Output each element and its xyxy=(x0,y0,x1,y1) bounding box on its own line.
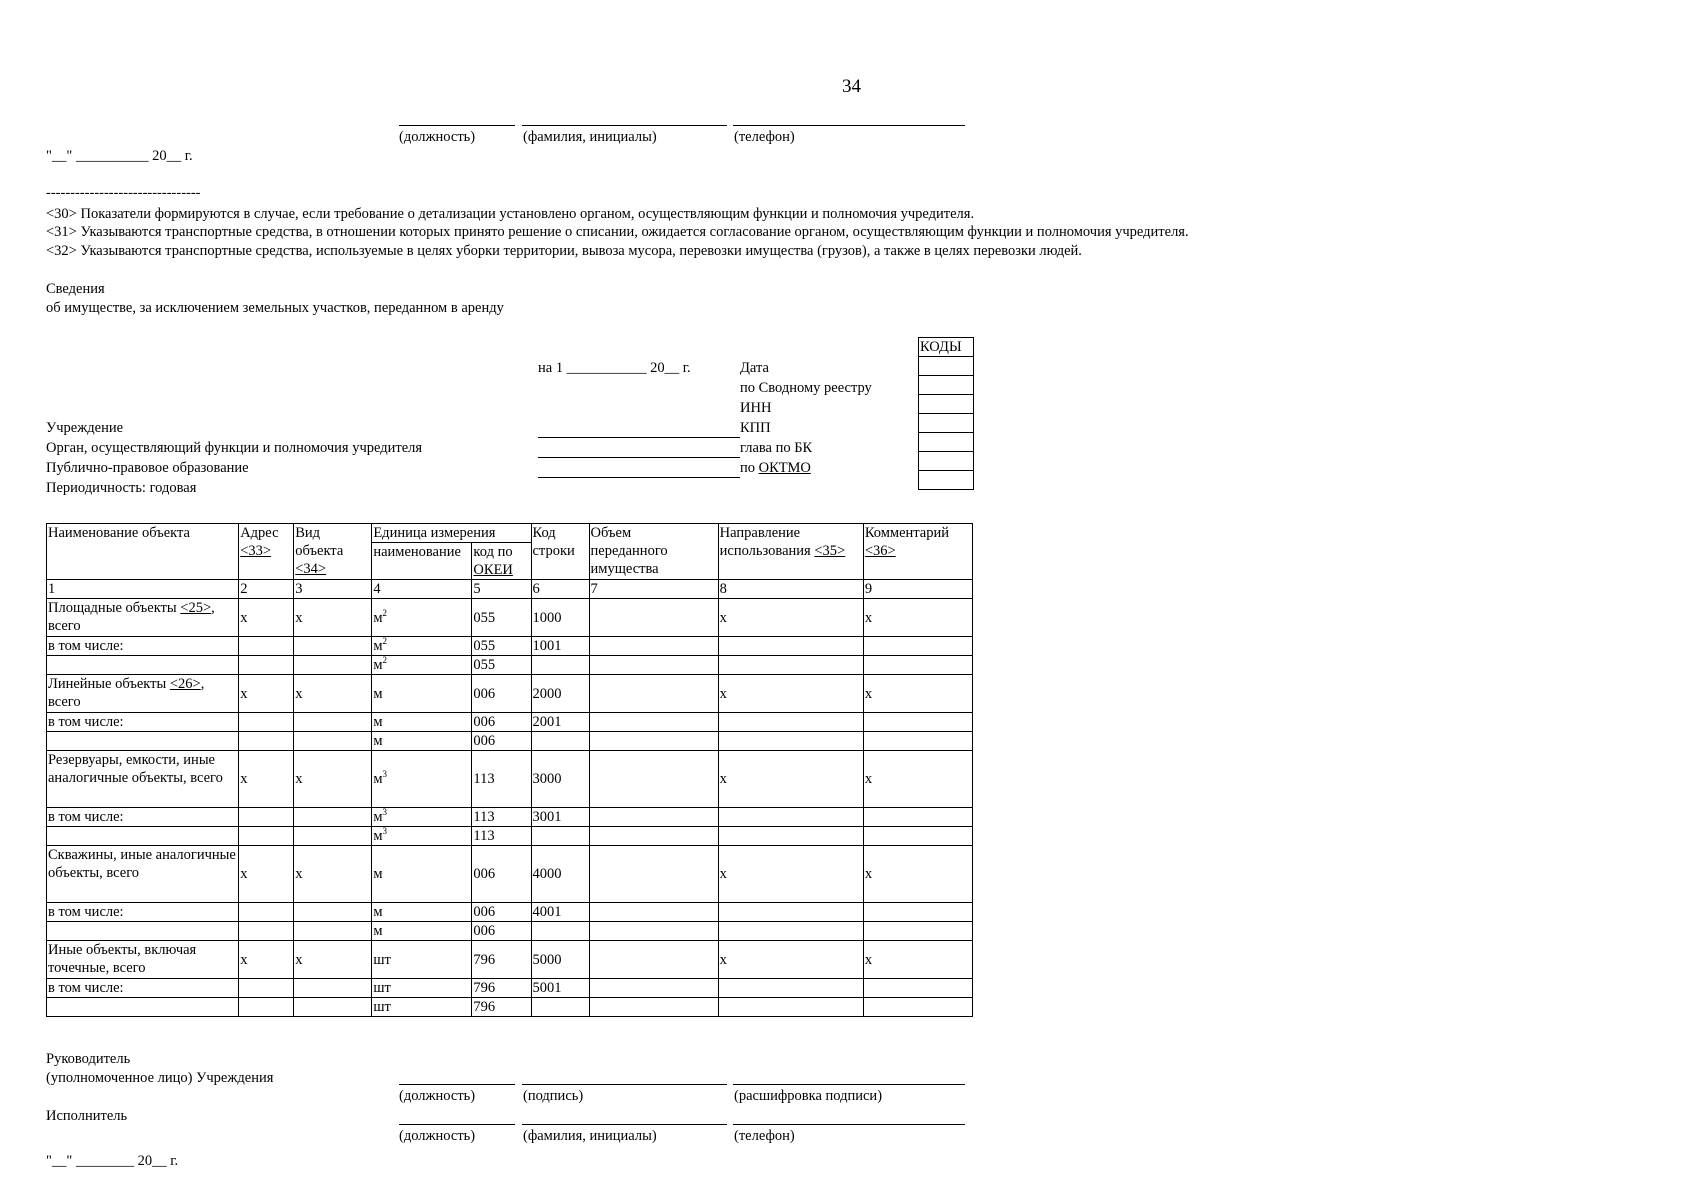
table-row-total xyxy=(47,675,973,713)
cell-address: x xyxy=(239,846,294,903)
cell-direction[interactable] xyxy=(718,903,863,922)
cell-unit-name: $м^3$ xyxy=(372,808,472,827)
cell-comment[interactable] xyxy=(863,827,972,846)
cell-object-type[interactable] xyxy=(294,808,372,827)
cell-comment[interactable] xyxy=(863,979,972,998)
codes-box xyxy=(918,337,974,490)
cell-comment[interactable] xyxy=(863,713,972,732)
cell-object-name: Скважины, иные аналогичные объекты, всего xyxy=(47,846,239,903)
cell-row-code: 1000 xyxy=(531,599,589,637)
cell-comment: x xyxy=(863,599,972,637)
page-number: 34 xyxy=(842,76,861,97)
footnote-ref-link[interactable]: <25> xyxy=(180,600,212,616)
cell-okei: 055 xyxy=(472,656,531,675)
cell-object-type[interactable] xyxy=(294,637,372,656)
executor-position-caption: (должность) xyxy=(399,1128,476,1144)
column-numbers-row xyxy=(47,580,973,599)
col-number: 2 xyxy=(239,580,294,599)
table-row-detail xyxy=(47,922,973,941)
cell-row-code: 3000 xyxy=(531,751,589,808)
cell-direction[interactable] xyxy=(718,656,863,675)
cell-direction: x xyxy=(718,675,863,713)
cell-volume[interactable] xyxy=(589,998,718,1017)
cell-row-code: 4001 xyxy=(531,903,589,922)
label-inn: ИНН xyxy=(740,400,772,416)
cell-object-type[interactable] xyxy=(294,979,372,998)
cell-direction: x xyxy=(718,846,863,903)
cell-direction[interactable] xyxy=(718,808,863,827)
cell-object-name: Иные объекты, включая точечные, всего xyxy=(47,941,239,979)
col-number: 6 xyxy=(531,580,589,599)
cell-row-code: 4000 xyxy=(531,846,589,903)
cell-unit-name: $м^2$ xyxy=(372,656,472,675)
cell-row-code[interactable] xyxy=(531,656,589,675)
ref-36-link[interactable]: <36> xyxy=(864,543,896,559)
cell-volume[interactable] xyxy=(589,675,718,713)
table-row-including xyxy=(47,808,973,827)
cell-object-type[interactable] xyxy=(294,827,372,846)
cell-address[interactable] xyxy=(239,732,294,751)
cell-unit-name: $м^2$ xyxy=(372,637,472,656)
cell-comment: x xyxy=(863,751,972,808)
cell-comment[interactable] xyxy=(863,732,972,751)
cell-unit-name: $м^3$ xyxy=(372,751,472,808)
label-institution: Учреждение xyxy=(46,420,124,436)
cell-unit-name: $м^3$ xyxy=(372,827,472,846)
head-sign-caption: (подпись) xyxy=(523,1088,584,1104)
table-row-including xyxy=(47,713,973,732)
cell-volume[interactable] xyxy=(589,903,718,922)
table-row-detail xyxy=(47,998,973,1017)
cell-comment[interactable] xyxy=(863,656,972,675)
cell-volume[interactable] xyxy=(589,751,718,808)
cell-okei: 796 xyxy=(472,979,531,998)
cell-object-name: Площадные объекты <25>, всего xyxy=(47,599,239,637)
cell-address: x xyxy=(239,599,294,637)
cell-object-type[interactable] xyxy=(294,713,372,732)
executor-name-caption: (фамилия, инициалы) xyxy=(523,1128,657,1144)
cell-object-type[interactable] xyxy=(294,656,372,675)
executor-name-line xyxy=(522,1124,727,1125)
cell-row-code: 5001 xyxy=(531,979,589,998)
cell-direction[interactable] xyxy=(718,732,863,751)
cell-object-name[interactable] xyxy=(47,827,239,846)
header-object-name: Наименование объекта xyxy=(47,524,239,580)
code-cell-oktmo[interactable] xyxy=(919,452,974,471)
top-name-caption: (фамилия, инициалы) xyxy=(523,129,657,145)
cell-address: x xyxy=(239,751,294,808)
header-unit: Единица измерения xyxy=(372,524,531,543)
cell-object-type[interactable] xyxy=(294,922,372,941)
cell-object-type: x xyxy=(294,751,372,808)
cell-object-name[interactable] xyxy=(47,998,239,1017)
cell-volume[interactable] xyxy=(589,732,718,751)
cell-object-type: x xyxy=(294,675,372,713)
cell-volume[interactable] xyxy=(589,922,718,941)
cell-volume[interactable] xyxy=(589,979,718,998)
cell-volume[interactable] xyxy=(589,827,718,846)
cell-direction[interactable] xyxy=(718,998,863,1017)
executor-phone-caption: (телефон) xyxy=(734,1128,795,1144)
cell-object-name[interactable] xyxy=(47,732,239,751)
cell-row-code[interactable] xyxy=(531,922,589,941)
cell-comment: x xyxy=(863,846,972,903)
cell-row-code: 1001 xyxy=(531,637,589,656)
cell-address[interactable] xyxy=(239,656,294,675)
cell-address[interactable] xyxy=(239,903,294,922)
property-table xyxy=(46,523,973,1017)
label-oktmo: по ОКТМО xyxy=(740,460,811,476)
header-direction: Направление использования <35> xyxy=(718,524,863,580)
cell-unit-name: м xyxy=(372,846,472,903)
cell-address[interactable] xyxy=(239,922,294,941)
ref-34-link[interactable]: <34> xyxy=(295,561,327,577)
cell-okei: 055 xyxy=(472,637,531,656)
cell-address[interactable] xyxy=(239,979,294,998)
name-signature-line xyxy=(522,125,727,126)
head-position-caption: (должность) xyxy=(399,1088,476,1104)
code-cell-inn[interactable] xyxy=(919,395,974,414)
cell-address[interactable] xyxy=(239,637,294,656)
table-row-total xyxy=(47,751,973,808)
cell-okei: 113 xyxy=(472,751,531,808)
ref-33-link[interactable]: <33> xyxy=(240,543,272,559)
cell-row-code: 2001 xyxy=(531,713,589,732)
cell-okei: 006 xyxy=(472,846,531,903)
cell-direction[interactable] xyxy=(718,922,863,941)
bk-fill-line xyxy=(538,457,740,458)
executor-phone-line xyxy=(733,1124,965,1125)
cell-okei: 796 xyxy=(472,941,531,979)
cell-object-name: в том числе: xyxy=(47,903,239,922)
head-label-sub: (уполномоченное лицо) Учреждения xyxy=(46,1070,274,1086)
cell-unit-name: м xyxy=(372,922,472,941)
cell-unit-name: м xyxy=(372,675,472,713)
oktmo-fill-line xyxy=(538,477,740,478)
kpp-fill-line xyxy=(538,437,740,438)
cell-object-type[interactable] xyxy=(294,903,372,922)
cell-object-type: x xyxy=(294,941,372,979)
code-cell-date[interactable] xyxy=(919,357,974,376)
cell-unit-name: шт xyxy=(372,998,472,1017)
code-cell-registry[interactable] xyxy=(919,376,974,395)
header-volume: Объем переданного имущества xyxy=(589,524,718,580)
cell-direction: x xyxy=(718,941,863,979)
top-position-caption: (должность) xyxy=(399,129,476,145)
cell-okei: 006 xyxy=(472,903,531,922)
head-position-line xyxy=(399,1084,515,1085)
cell-unit-name: шт xyxy=(372,979,472,998)
cell-volume[interactable] xyxy=(589,599,718,637)
label-periodicity: Периодичность: годовая xyxy=(46,480,197,496)
cell-object-name[interactable] xyxy=(47,922,239,941)
cell-comment: x xyxy=(863,675,972,713)
cell-row-code: 2000 xyxy=(531,675,589,713)
label-founder: Орган, осуществляющий функции и полномочия учредителя xyxy=(46,440,423,456)
col-number: 7 xyxy=(589,580,718,599)
phone-signature-line xyxy=(733,125,965,126)
executor-position-line xyxy=(399,1124,515,1125)
table-row-total xyxy=(47,599,973,637)
code-cell-bk[interactable] xyxy=(919,433,974,452)
head-label: Руководитель xyxy=(46,1051,131,1067)
label-kpp: КПП xyxy=(740,420,771,436)
cell-direction: x xyxy=(718,599,863,637)
head-decoding-line xyxy=(733,1084,965,1085)
table-row-including xyxy=(47,637,973,656)
cell-volume[interactable] xyxy=(589,846,718,903)
cell-direction[interactable] xyxy=(718,827,863,846)
cell-volume[interactable] xyxy=(589,656,718,675)
table-row-total xyxy=(47,846,973,903)
document-title: Сведения xyxy=(46,281,105,297)
cell-comment[interactable] xyxy=(863,998,972,1017)
cell-comment[interactable] xyxy=(863,903,972,922)
cell-row-code[interactable] xyxy=(531,827,589,846)
cell-object-name: в том числе: xyxy=(47,808,239,827)
top-phone-caption: (телефон) xyxy=(734,129,795,145)
report-date-line: на 1 ___________ 20__ г. xyxy=(538,360,691,376)
cell-row-code: 5000 xyxy=(531,941,589,979)
footnote-31: <31> Указываются транспортные средства, в отношении которых принято решение о списании, ожидается согласование органом, осуществляющим функции и полномочия учредителя. xyxy=(46,224,1189,240)
label-registry: по Сводному реестру xyxy=(740,380,872,396)
table-row-including xyxy=(47,903,973,922)
footnote-separator: -------------------------------- xyxy=(46,185,201,201)
cell-object-name: в том числе: xyxy=(47,637,239,656)
code-cell-periodicity[interactable] xyxy=(919,471,974,490)
cell-direction[interactable] xyxy=(718,979,863,998)
table-header-row xyxy=(47,524,973,543)
col-number: 4 xyxy=(372,580,472,599)
cell-object-type[interactable] xyxy=(294,998,372,1017)
cell-volume[interactable] xyxy=(589,637,718,656)
cell-object-name: Резервуары, емкости, иные аналогичные объекты, всего xyxy=(47,751,239,808)
cell-unit-name: м xyxy=(372,903,472,922)
col-number: 3 xyxy=(294,580,372,599)
col-number: 8 xyxy=(718,580,863,599)
cell-row-code: 3001 xyxy=(531,808,589,827)
head-sign-line xyxy=(522,1084,727,1085)
cell-row-code[interactable] xyxy=(531,732,589,751)
cell-okei: 055 xyxy=(472,599,531,637)
cell-object-type: x xyxy=(294,599,372,637)
cell-comment: x xyxy=(863,941,972,979)
ref-35-link[interactable]: <35> xyxy=(814,543,846,559)
cell-volume[interactable] xyxy=(589,808,718,827)
cell-unit-name: м xyxy=(372,732,472,751)
label-date: Дата xyxy=(740,360,769,376)
col-number: 5 xyxy=(472,580,531,599)
executor-label: Исполнитель xyxy=(46,1108,128,1124)
cell-row-code[interactable] xyxy=(531,998,589,1017)
cell-okei: 006 xyxy=(472,732,531,751)
table-row-detail xyxy=(47,827,973,846)
cell-comment[interactable] xyxy=(863,922,972,941)
oktmo-link[interactable]: ОКТМО xyxy=(758,460,811,476)
table-row-including xyxy=(47,979,973,998)
cell-unit-name: $м^2$ xyxy=(372,599,472,637)
cell-unit-name: м xyxy=(372,713,472,732)
cell-object-name: в том числе: xyxy=(47,713,239,732)
header-unit-name: наименование xyxy=(372,543,472,580)
header-object-type: Вид объекта <34> xyxy=(294,524,372,580)
label-bk: глава по БК xyxy=(740,440,813,456)
footnote-32: <32> Указываются транспортные средства, используемые в целях уборки территории, вывоза мусора, перевозки имущества (грузов), а также в целях перевозки людей. xyxy=(46,243,1082,259)
header-comment: Комментарий <36> xyxy=(863,524,972,580)
cell-comment[interactable] xyxy=(863,637,972,656)
cell-unit-name: шт xyxy=(372,941,472,979)
footnote-30: <30> Показатели формируются в случае, если требование о детализации установлено органом, осуществляющим функции и полномочия учредителя. xyxy=(46,206,975,222)
bottom-date: "__" ________ 20__ г. xyxy=(46,1153,179,1169)
table-row-detail xyxy=(47,656,973,675)
header-okei-code: код по ОКЕИ xyxy=(472,543,531,580)
document-subtitle: об имуществе, за исключением земельных участков, переданном в аренду xyxy=(46,300,504,316)
position-signature-line xyxy=(399,125,515,126)
codes-header: КОДЫ xyxy=(919,338,974,357)
code-cell-kpp[interactable] xyxy=(919,414,974,433)
cell-comment[interactable] xyxy=(863,808,972,827)
cell-okei: 113 xyxy=(472,827,531,846)
cell-okei: 113 xyxy=(472,808,531,827)
cell-object-name[interactable] xyxy=(47,656,239,675)
cell-okei: 796 xyxy=(472,998,531,1017)
cell-address: x xyxy=(239,675,294,713)
header-address: Адрес <33> xyxy=(239,524,294,580)
label-public-entity: Публично-правовое образование xyxy=(46,460,249,476)
cell-address[interactable] xyxy=(239,827,294,846)
cell-address[interactable] xyxy=(239,713,294,732)
cell-okei: 006 xyxy=(472,922,531,941)
cell-okei: 006 xyxy=(472,713,531,732)
table-row-detail xyxy=(47,732,973,751)
cell-direction: x xyxy=(718,751,863,808)
cell-object-name: Линейные объекты <26>, всего xyxy=(47,675,239,713)
col-number: 9 xyxy=(863,580,972,599)
cell-address[interactable] xyxy=(239,998,294,1017)
cell-object-type: x xyxy=(294,846,372,903)
cell-address: x xyxy=(239,941,294,979)
cell-address[interactable] xyxy=(239,808,294,827)
table-row-total xyxy=(47,941,973,979)
cell-object-name: в том числе: xyxy=(47,979,239,998)
footnote-ref-link[interactable]: <26> xyxy=(169,676,201,692)
cell-direction[interactable] xyxy=(718,713,863,732)
cell-okei: 006 xyxy=(472,675,531,713)
cell-object-type[interactable] xyxy=(294,732,372,751)
head-decoding-caption: (расшифровка подписи) xyxy=(734,1088,883,1104)
cell-volume[interactable] xyxy=(589,941,718,979)
col-number: 1 xyxy=(47,580,239,599)
cell-volume[interactable] xyxy=(589,713,718,732)
header-row-code: Код строки xyxy=(531,524,589,580)
top-date: "__" __________ 20__ г. xyxy=(46,148,193,164)
cell-direction[interactable] xyxy=(718,637,863,656)
